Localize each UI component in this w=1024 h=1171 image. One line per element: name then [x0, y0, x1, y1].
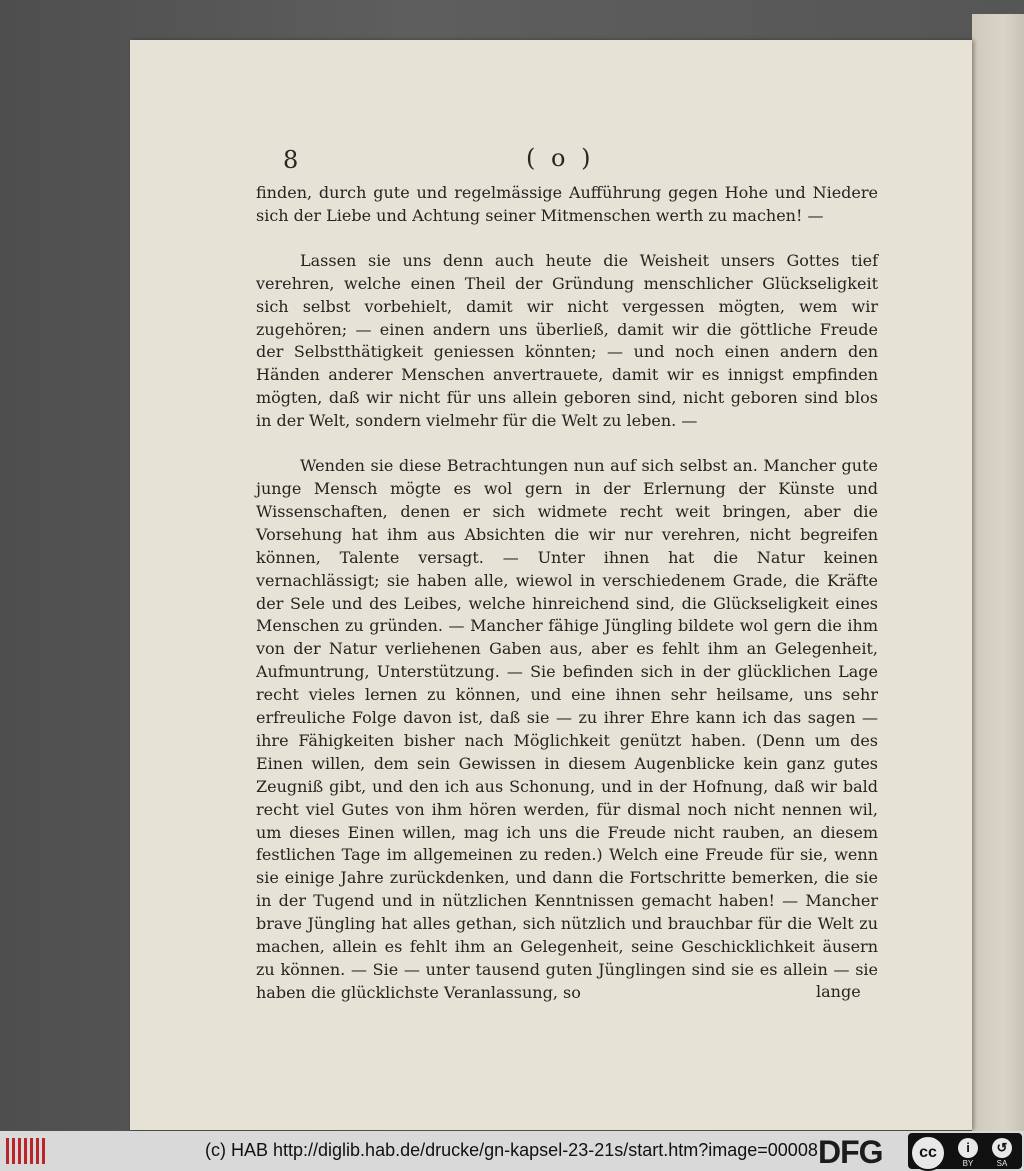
- page-number: 8: [283, 146, 299, 174]
- dfg-logo: DFG: [818, 1134, 883, 1170]
- sa-label: SA: [996, 1159, 1008, 1168]
- attribution-icon: i: [958, 1138, 978, 1158]
- by-label: BY: [962, 1159, 974, 1168]
- facing-page-edge: [972, 14, 1024, 1131]
- paragraph-3: Wenden sie diese Betrachtungen nun auf sich selbst an. Mancher gute junge Mensch mögte es wol gern in der Erlernung der Künste und Wissenschaften, denen er sich widmete recht weit bringen, aber die Vorsehung hat ihm aus Absichten die wir nur verehren, nicht begreifen können, Talente versagt. — Unter ihnen hat die Natur keinen vernachlässigt; sie haben alle, wiewol in verschiedenem Grade, die Kräfte der Sele und des Leibes, welche hinreichend sind, die Glückseligkeit eines Menschen zu gründen. — Mancher fähige Jüngling bildete wol gern die ihm von der Natur verliehenen Gaben aus, aber es fehlt ihm an Gelegenheit, Aufmuntrung, Unterstützung. — Sie befinden sich in der glücklichen Lage recht vieles lernen zu können, und eine ihnen sehr heilsame, uns sehr erfreuliche Folge davon ist, daß sie — zu ihrer Ehre kann ich das sagen — ihre Fähigkeiten bisher nach Möglichkeit genützt haben. (Denn um des Einen willen, dem sein Gewissen in diesem Augenblicke kein ganz gutes Zeugniß gibt, und den ich aus Schonung, und in der Hofnung, daß wir bald recht viel Gutes von ihm hören werden, für dismal noch nicht nennen wil, um dieses Einen willen, mag ich uns die Freude nicht rauben, an diesem festlichen Tage im allgemeinen zu reden.) Welch eine Freude für sie, wenn sie einige Jahre zurückdenken, und dann die Fortschritte bemerken, die sie in der Tugend und in nützlichen Kenntnissen gemacht haben! — Mancher brave Jüngling hat alles gethan, sich nützlich und brauchbar für die Welt zu machen, allein es fehlt ihm an Gelegenheit, seine Geschicklichkeit äusern zu können. — Sie — unter tausend guten Jünglingen sind sie es allein — sie haben die glücklichste Veranlassung, so: [256, 456, 878, 1002]
- share-alike-icon: ↺: [992, 1138, 1012, 1158]
- book-page: [130, 40, 972, 1130]
- body-text: [256, 182, 878, 1005]
- cc-icon: cc: [910, 1135, 946, 1171]
- signature-mark: ( o ): [526, 144, 595, 172]
- catchword: lange: [816, 982, 861, 1001]
- copyright-link[interactable]: (c) HAB http://diglib.hab.de/drucke/gn-kapsel-23-21s/start.htm?image=00008: [205, 1140, 818, 1160]
- library-barcode-icon: [6, 1138, 46, 1164]
- cc-license-badge[interactable]: [908, 1133, 1022, 1169]
- paragraph-1: finden, durch gute und regelmässige Aufführung gegen Hohe und Niedere sich der Liebe und Achtung seiner Mitmenschen werth zu machen! —: [256, 183, 878, 225]
- viewer-footer: [0, 1131, 1024, 1171]
- paragraph-2: Lassen sie uns denn auch heute die Weisheit unsers Gottes tief verehren, welche einen Theil der Gründung menschlicher Glückseligkeit sich selbst vorbehielt, damit wir nicht vergessen mögten, wem wir zugehören; — einen andern uns überließ, damit wir die göttliche Freude der Selbstthätigkeit geniessen könnten; — und noch einen andern den Händen anderer Menschen anvertrauete, damit wir es innigst empfinden mögten, daß wir nicht für uns allein geboren sind, nicht geboren sind blos in der Welt, sondern vielmehr für die Welt zu leben. —: [256, 250, 878, 431]
